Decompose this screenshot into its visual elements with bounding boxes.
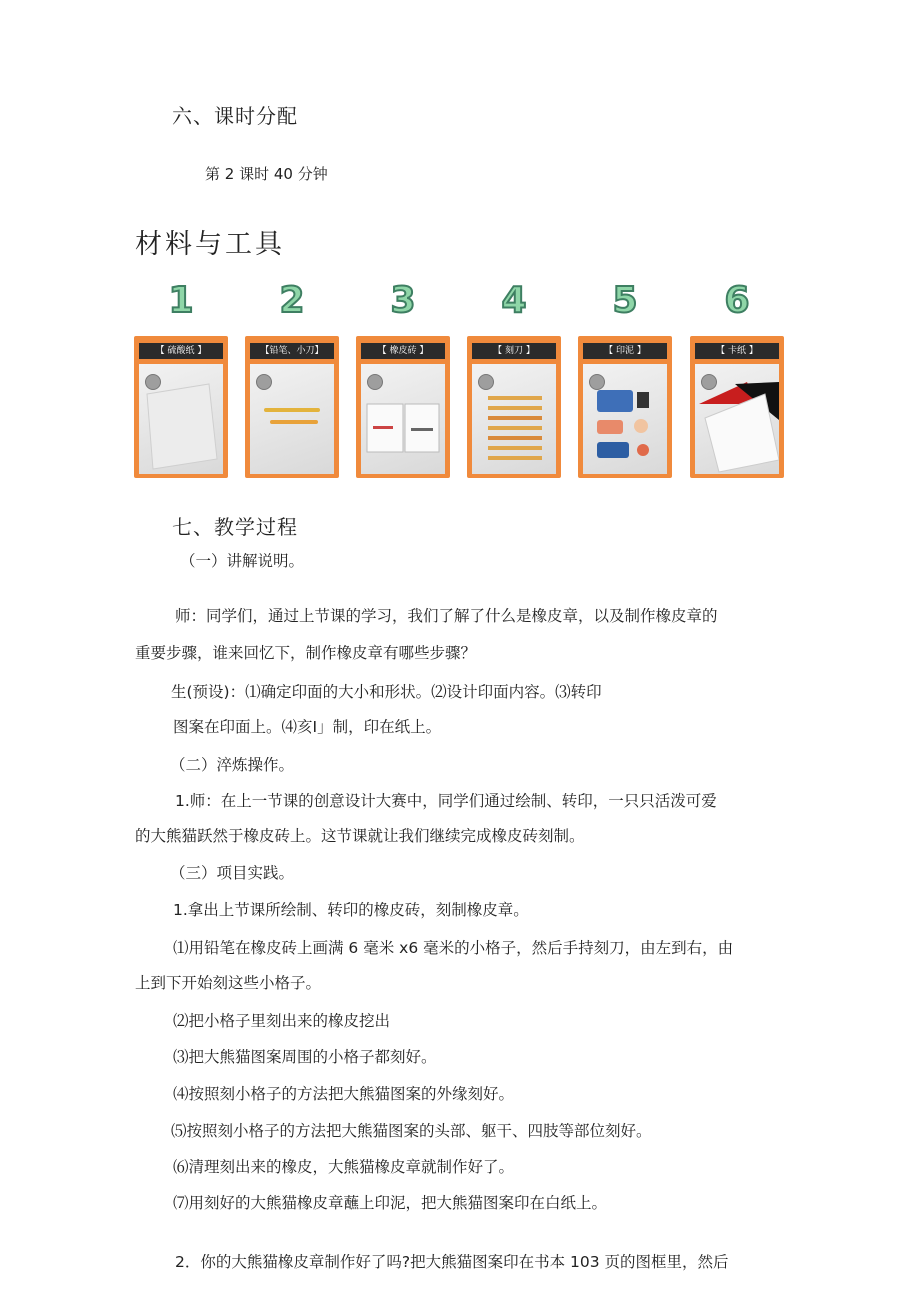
paragraph: ⑺用刻好的大熊猫橡皮章蘸上印泥，把大熊猫图案印在白纸上。 [173, 1194, 608, 1212]
card-paper-photo [695, 364, 779, 474]
tool-card-1 [134, 279, 228, 479]
tool-card [245, 336, 339, 478]
paragraph: 图案在印面上。⑷亥I」制，印在纸上。 [173, 718, 442, 736]
tool-number: 1 [168, 280, 194, 321]
paragraph: 上到下开始刻这些小格子。 [135, 974, 322, 992]
tool-card [467, 336, 561, 478]
tool-card [578, 336, 672, 478]
lesson-time: 第 2 课时 40 分钟 [205, 165, 328, 183]
tool-label: 【铅笔、小刀】 [250, 343, 334, 359]
materials-title: 材料与工具 [135, 229, 285, 260]
paragraph: 1.师：在上一节课的创意设计大赛中，同学们通过绘制、转印，一只只活泼可爱 [175, 792, 717, 810]
paragraph: 生(预设)：⑴确定印面的大小和形状。⑵设计印面内容。⑶转印 [171, 683, 602, 701]
tool-label: 【 橡皮砖 】 [361, 343, 445, 359]
tool-card-2 [245, 279, 339, 479]
pencil-knife-photo [250, 364, 334, 474]
paragraph: ⑸按照刻小格子的方法把大熊猫图案的头部、躯干、四肢等部位刻好。 [171, 1122, 652, 1140]
section-seven-heading: 七、教学过程 [172, 515, 298, 539]
paragraph: ⑴用铅笔在橡皮砖上画满 6 毫米 x6 毫米的小格子，然后手持刻刀，由左到右，由 [173, 939, 734, 957]
paragraph: （一）讲解说明。 [180, 552, 305, 570]
paragraph: （三）项目实践。 [170, 864, 295, 882]
tool-number: 2 [279, 280, 305, 321]
tool-number: 4 [501, 280, 527, 321]
paragraph: ⑶把大熊猫图案周围的小格子都刻好。 [173, 1048, 437, 1066]
tracing-paper-photo [139, 364, 223, 474]
paragraph: 1.拿出上节课所绘制、转印的橡皮砖，刻制橡皮章。 [173, 901, 529, 919]
tool-number: 3 [390, 280, 416, 321]
tool-card-6 [690, 279, 784, 479]
paragraph: 的大熊猫跃然于橡皮砖上。这节课就让我们继续完成橡皮砖刻制。 [135, 827, 585, 845]
tool-number: 5 [612, 280, 638, 321]
tools-figure [134, 279, 784, 479]
paragraph: ⑹清理刻出来的橡皮，大熊猫橡皮章就制作好了。 [173, 1158, 515, 1176]
tool-card [134, 336, 228, 478]
eraser-block-photo [361, 364, 445, 474]
tool-label: 【 卡纸 】 [695, 343, 779, 359]
tool-card [356, 336, 450, 478]
tool-label: 【 硫酸纸 】 [139, 343, 223, 359]
paragraph: ⑵把小格子里刻出来的橡皮挖出 [173, 1012, 391, 1030]
tool-number: 6 [724, 280, 750, 321]
tool-label: 【 刻刀 】 [472, 343, 556, 359]
ink-pad-photo [583, 364, 667, 474]
paragraph: 重要步骤，谁来回忆下，制作橡皮章有哪些步骤？ [135, 644, 477, 662]
tool-card [690, 336, 784, 478]
paragraph: 师：同学们，通过上节课的学习，我们了解了什么是橡皮章，以及制作橡皮章的 [175, 607, 718, 625]
tool-card-4 [467, 279, 561, 479]
paragraph: （二）淬炼操作。 [170, 756, 295, 774]
section-six-heading: 六、课时分配 [172, 104, 298, 128]
paragraph: ⑷按照刻小格子的方法把大熊猫图案的外缘刻好。 [173, 1085, 515, 1103]
tool-card-3 [356, 279, 450, 479]
carving-knife-photo [472, 364, 556, 474]
tool-label: 【 印泥 】 [583, 343, 667, 359]
paragraph: 2．你的大熊猫橡皮章制作好了吗?把大熊猫图案印在书本 103 页的图框里，然后 [175, 1253, 729, 1271]
tool-card-5 [578, 279, 672, 479]
